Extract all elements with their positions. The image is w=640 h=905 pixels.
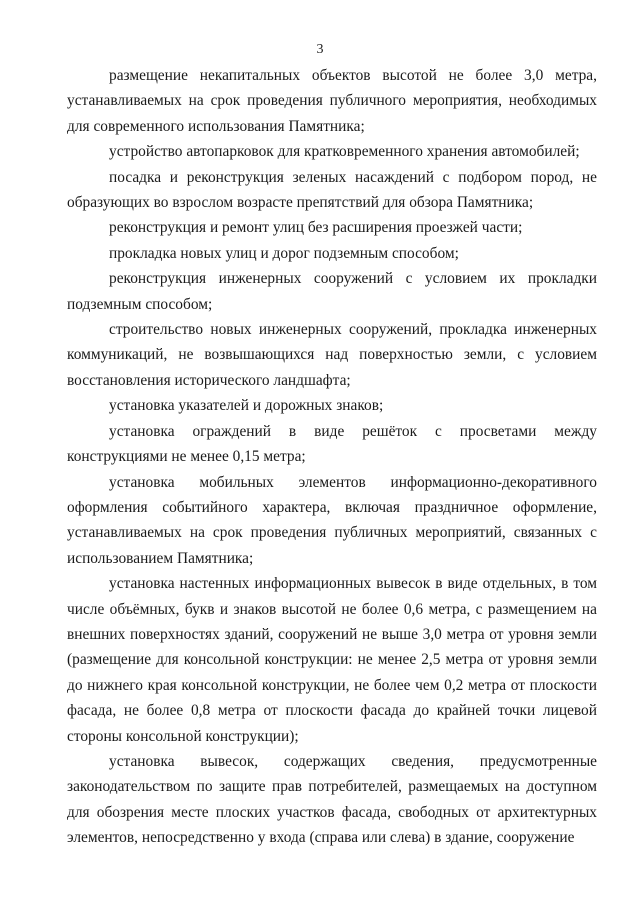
paragraph-underground-roads: прокладка новых улиц и дорог подземным способом; [109, 244, 459, 262]
document-body [67, 63, 597, 851]
paragraph-parking: устройство автопарковок для кратковременного хранения автомобилей; [109, 143, 580, 161]
paragraph-engineering-reconstruction: реконструкция инженерных сооружений с условием их прокладки подземным способом; [67, 270, 597, 313]
paragraph-fences: установка ограждений в виде решёток с просветами между конструкциями не менее 0,15 метра; [67, 422, 597, 466]
paragraph-street-repair: реконструкция и ремонт улиц без расширения проезжей части; [109, 219, 523, 237]
paragraph-wall-signs: установка настенных информационных вывесок в виде отдельных, в том числе объёмных, букв и знаков высотой не более 0,6 метра, с размещением на внешних поверхностях зданий, сооружений не выше 3,0 метра от уровня земли (размещение для консольной конструкции: не менее 2,5 метра от уровня земли до нижнего края консольной конструкции, не более чем 0,2 метра от плоскости фасада, не более 0,8 метра от плоскости фасада до крайней точки лицевой стороны консольной конструкции); [67, 575, 597, 745]
paragraph-decorative-elements: установка мобильных элементов информационно-декоративного оформления событийного характера, включая праздничное оформление, устанавливаемых на срок проведения публичных мероприятий, связанных с использованием Памятника; [67, 473, 597, 567]
paragraph-engineering-construction: строительство новых инженерных сооружений, прокладка инженерных коммуникаций, не возвышающихся над поверхностью земли, с условием восстановления исторического ландшафта; [67, 321, 597, 389]
paragraph-nonpermanent-objects: размещение некапитальных объектов высотой не более 3,0 метра, устанавливаемых на срок проведения публичного мероприятия, необходимых для современного использования Памятника; [67, 67, 597, 135]
paragraph-green-planting: посадка и реконструкция зеленых насаждений с подбором пород, не образующих во взрослом возрасте препятствий для обзора Памятника; [67, 168, 597, 212]
page-number: 3 [316, 42, 324, 57]
paragraph-road-signs: установка указателей и дорожных знаков; [109, 397, 384, 415]
paragraph-consumer-signs: установка вывесок, содержащих сведения, предусмотренные законодательством по защите прав потребителей, размещаемых на доступном для обозрения месте плоских участков фасада, свободных от архитектурных элементов, непосредственно у входа (справа или слева) в здание, сооружение [67, 752, 597, 847]
